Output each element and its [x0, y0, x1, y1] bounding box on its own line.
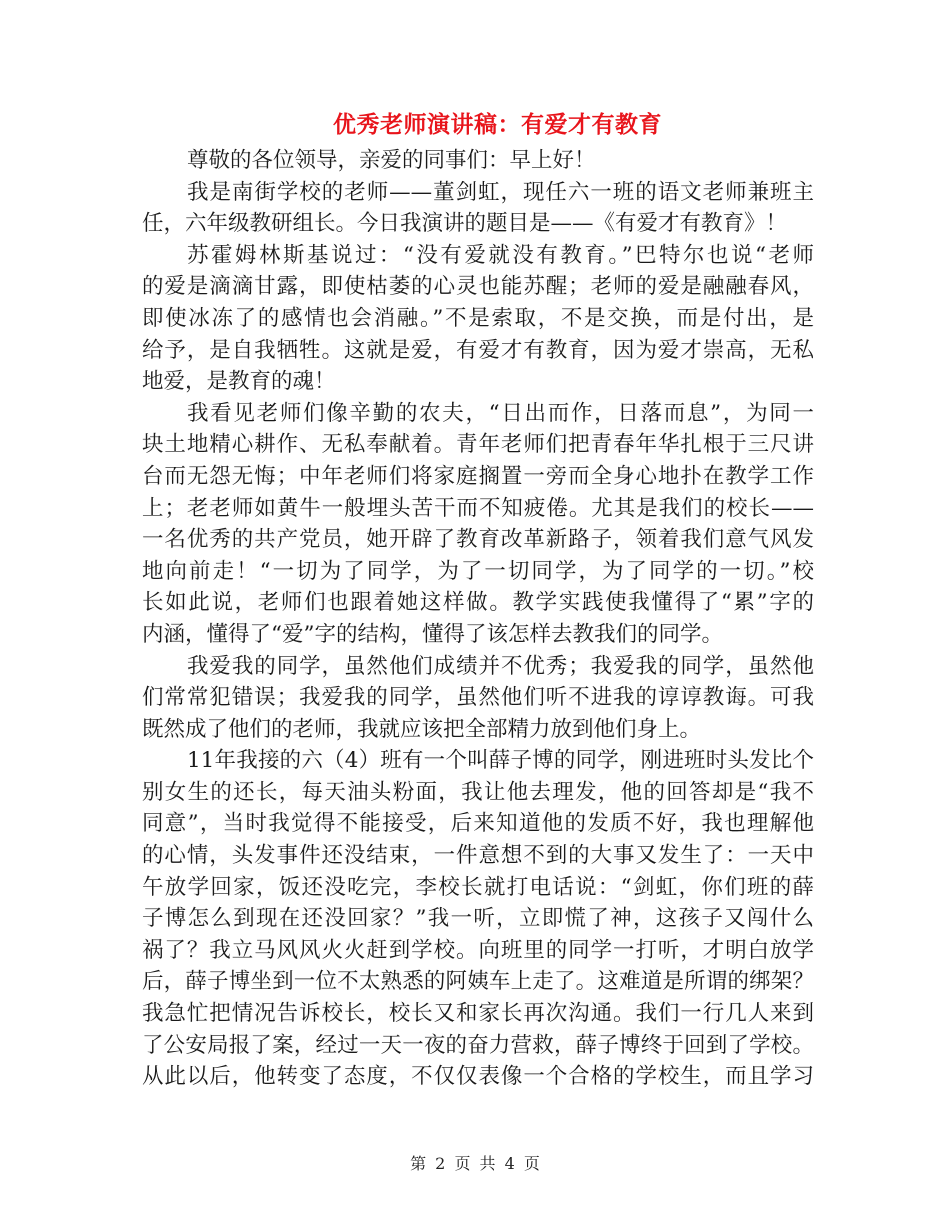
- text-line: 块土地精心耕作、无私奉献着。青年老师们把青春年华扎根于三尺讲: [142, 432, 814, 458]
- text-line: 任，六年级教研组长。今日我演讲的题目是——《有爱才有教育》！: [142, 211, 788, 237]
- page-footer: 第 2 页 共 4 页: [410, 1154, 540, 1173]
- text-line: 的心情，头发事件还没结束，一件意想不到的大事又发生了：一天中: [142, 843, 814, 869]
- text-line: 既然成了他们的老师，我就应该把全部精力放到他们身上。: [142, 716, 702, 742]
- text-line: 尊敬的各位领导，亲爱的同事们：早上好！: [187, 148, 596, 173]
- text-line: 上；老老师如黄牛一般埋头苦干而不知疲倦。尤其是我们的校长——: [142, 495, 814, 521]
- text-line: 我看见老师们像辛勤的农夫，“日出而作，日落而息”，为同一: [187, 400, 814, 426]
- text-line: 别女生的还长，每天油头粉面，我让他去理发，他的回答却是“我不: [142, 779, 814, 805]
- text-line: 内涵，懂得了“爱”字的结构，懂得了该怎样去教我们的同学。: [142, 621, 723, 647]
- text-line: 台而无怨无悔；中年老师们将家庭搁置一旁而全身心地扑在教学工作: [142, 463, 814, 489]
- text-line: 们常常犯错误；我爱我的同学，虽然他们听不进我的谆谆教诲。可我: [142, 685, 814, 711]
- text-line: 给予，是自我牺牲。这就是爱，有爱才有教育，因为爱才崇高，无私: [142, 337, 814, 363]
- text-line: 地向前走！“一切为了同学，为了一切同学，为了同学的一切。”校: [142, 558, 814, 584]
- text-line: 一名优秀的共产党员，她开辟了教育改革新路子，领着我们意气风发: [142, 527, 814, 553]
- text-line: 的爱是滴滴甘露，即使枯萎的心灵也能苏醒；老师的爱是融融春风，: [142, 274, 814, 300]
- text-line: 午放学回家，饭还没吃完，李校长就打电话说：“剑虹，你们班的薛: [142, 874, 814, 900]
- text-line: 祸了？我立马风风火火赶到学校。向班里的同学一打听，才明白放学: [142, 937, 814, 963]
- text-line: 即使冰冻了的感情也会消融。”不是索取，不是交换，而是付出，是: [142, 305, 814, 331]
- text-line: 长如此说，老师们也跟着她这样做。教学实践使我懂得了“累”字的: [142, 590, 814, 616]
- text-line: 从此以后，他转变了态度，不仅仅表像一个合格的学校生，而且学习: [142, 1064, 814, 1090]
- text-line: 苏霍姆林斯基说过：“没有爱就没有教育。”巴特尔也说“老师: [187, 242, 814, 268]
- text-line: 11年我接的六（4）班有一个叫薛子博的同学，刚进班时头发比个: [187, 748, 814, 774]
- text-line: 我爱我的同学，虽然他们成绩并不优秀；我爱我的同学，虽然他: [187, 653, 814, 679]
- text-line: 后，薛子博坐到一位不太熟悉的阿姨车上走了。这难道是所谓的绑架？: [142, 969, 814, 995]
- text-line: 我急忙把情况告诉校长，校长又和家长再次沟通。我们一行几人来到: [142, 1001, 814, 1027]
- text-line: 了公安局报了案，经过一天一夜的奋力营救，薛子博终于回到了学校。: [142, 1032, 814, 1058]
- text-line: 子博怎么到现在还没回家？”我一听，立即慌了神，这孩子又闯什么: [142, 906, 814, 932]
- document-body: [142, 145, 814, 1093]
- text-line: 同意”，当时我觉得不能接受，后来知道他的发质不好，我也理解他: [142, 811, 814, 837]
- document-title: 优秀老师演讲稿：有爱才有教育: [333, 111, 662, 138]
- text-line: 我是南街学校的老师——董剑虹，现任六一班的语文老师兼班主: [187, 179, 814, 205]
- text-line: 地爱，是教育的魂！: [142, 369, 336, 395]
